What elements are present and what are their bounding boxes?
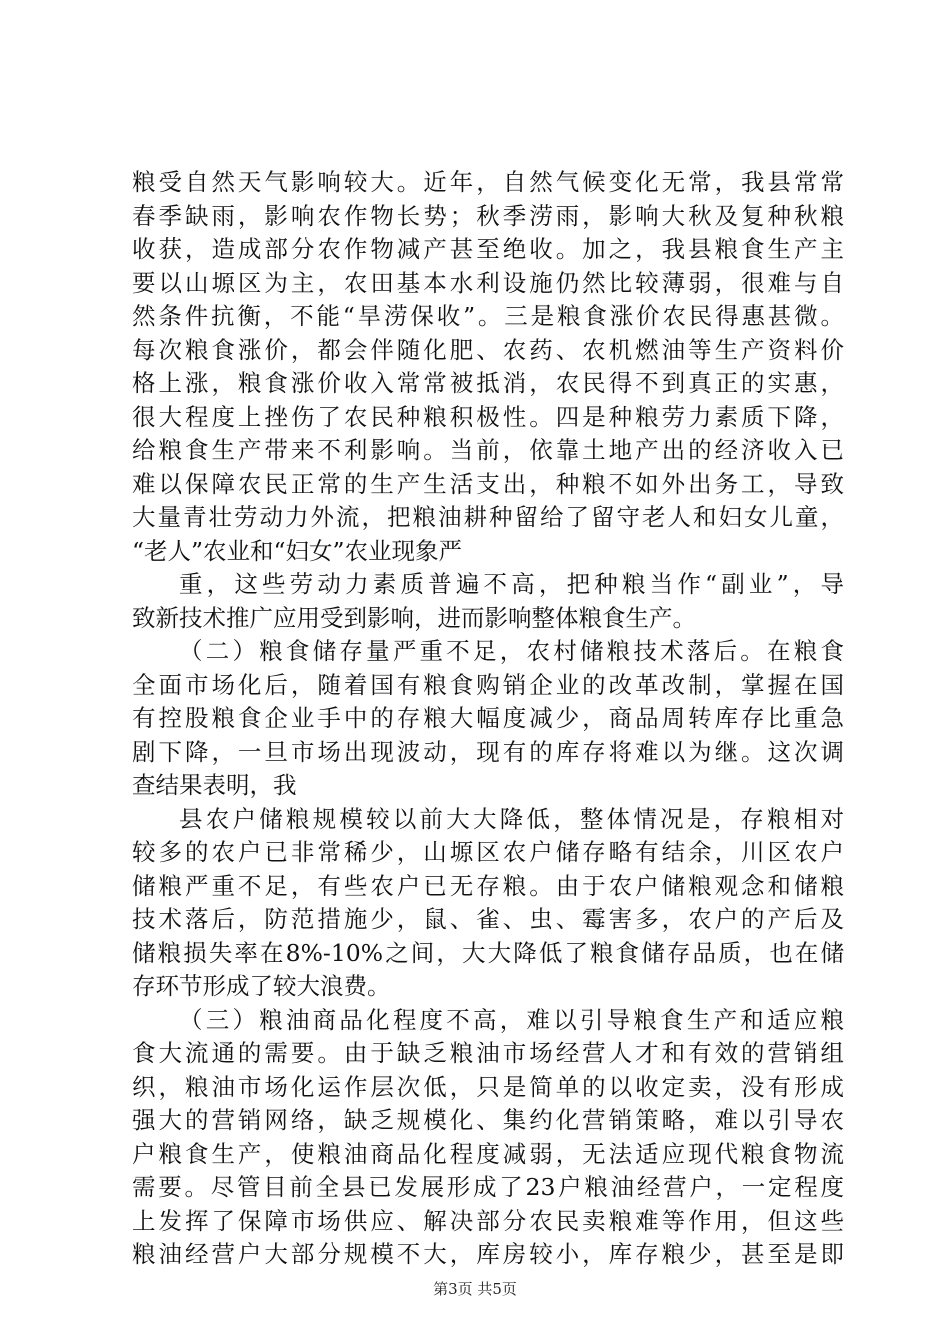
text-line: 重，这些劳动力素质普遍不高，把种粮当作“副业”，导 xyxy=(179,570,844,598)
text-line: 格上涨，粮食涨价收入常常被抵消，农民得不到真正的实惠， xyxy=(132,369,844,397)
text-line: 每次粮食涨价，都会伴随化肥、农药、农机燃油等生产资料价 xyxy=(132,335,844,364)
text-line: 很大程度上挫伤了农民种粮积极性。四是种粮劳力素质下降， xyxy=(132,402,844,431)
text-line: 技术落后，防范措施少，鼠、雀、虫、霉害多，农户的产后及 xyxy=(132,905,844,933)
text-line: 查结果表明，我 xyxy=(132,771,297,799)
text-line: 较多的农户已非常稀少，山塬区农户储存略有结余，川区农户 xyxy=(132,838,844,866)
text-line: 全面市场化后，随着国有粮食购销企业的改革改制，掌握在国 xyxy=(132,670,844,699)
text-line: 然条件抗衡，不能“旱涝保收”。三是粮食涨价农民得惠甚微。 xyxy=(132,302,844,330)
text-line: 粮油经营户大部分规模不大，库房较小，库存粮少，甚至是即 xyxy=(132,1240,844,1268)
text-line: 储粮严重不足，有些农户已无存粮。由于农户储粮观念和储粮 xyxy=(132,871,844,900)
text-line: 给粮食生产带来不利影响。当前，依靠土地产出的经济收入已 xyxy=(132,436,844,464)
text-line: 储粮损失率在8%-10%之间，大大降低了粮食储存品质，也在储 xyxy=(132,938,844,967)
text-line: 大量青壮劳动力外流，把粮油耕种留给了留守老人和妇女儿童， xyxy=(132,503,844,531)
text-line: 春季缺雨，影响农作物长势；秋季涝雨，影响大秋及复种秋粮 xyxy=(132,201,844,230)
text-line: 难以保障农民正常的生产生活支出，种粮不如外出务工，导致 xyxy=(132,469,844,498)
text-line: 收获，造成部分农作物减产甚至绝收。加之，我县粮食生产主 xyxy=(132,235,844,263)
text-line: 存环节形成了较大浪费。 xyxy=(132,972,391,1000)
text-line: 致新技术推广应用受到影响，进而影响整体粮食生产。 xyxy=(132,603,696,632)
text-line: 要以山塬区为主，农田基本水利设施仍然比较薄弱，很难与自 xyxy=(132,268,844,297)
text-line: 织，粮油市场化运作层次低，只是简单的以收定卖，没有形成 xyxy=(132,1072,844,1101)
page-footer: 第3页 共5页 xyxy=(433,1280,517,1298)
text-line: 需要。尽管目前全县已发展形成了23户粮油经营户，一定程度 xyxy=(132,1173,844,1201)
text-line: 粮受自然天气影响较大。近年，自然气候变化无常，我县常常 xyxy=(132,168,844,196)
text-line: 上发挥了保障市场供应、解决部分农民卖粮难等作用，但这些 xyxy=(132,1206,844,1235)
text-line: “老人”农业和“妇女”农业现象严 xyxy=(132,536,463,565)
text-line: 县农户储粮规模较以前大大降低，整体情况是，存粮相对 xyxy=(179,804,844,833)
text-line: 有控股粮食企业手中的存粮大幅度减少，商品周转库存比重急 xyxy=(132,704,844,732)
text-line: （三）粮油商品化程度不高，难以引导粮食生产和适应粮 xyxy=(179,1005,844,1034)
document-body xyxy=(132,166,844,1272)
text-line: 强大的营销网络，缺乏规模化、集约化营销策略，难以引导农 xyxy=(132,1106,844,1134)
text-line: （二）粮食储存量严重不足，农村储粮技术落后。在粮食 xyxy=(179,637,844,665)
text-line: 户粮食生产，使粮油商品化程度减弱，无法适应现代粮食物流 xyxy=(132,1139,844,1168)
text-line: 食大流通的需要。由于缺乏粮油市场经营人才和有效的营销组 xyxy=(132,1039,844,1067)
text-line: 剧下降，一旦市场出现波动，现有的库存将难以为继。这次调 xyxy=(132,737,844,766)
